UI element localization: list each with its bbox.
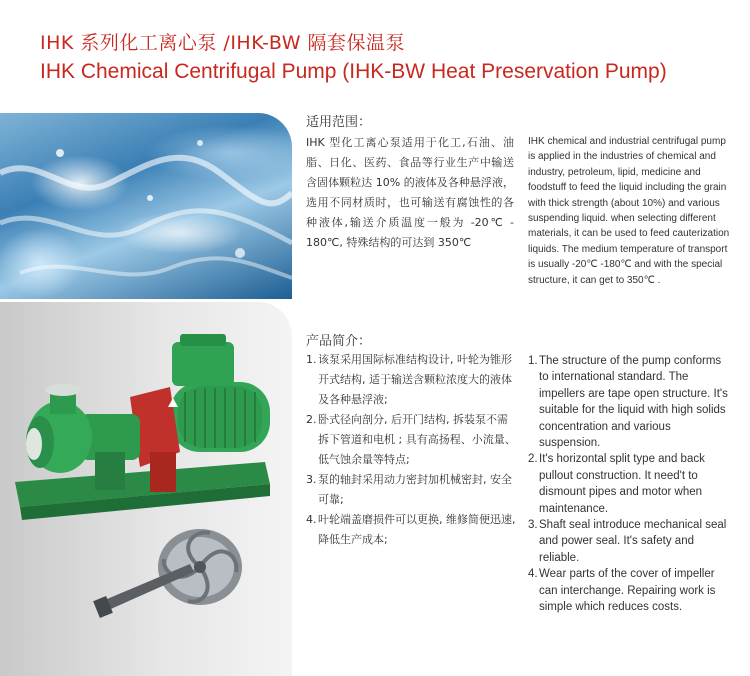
application-text-english: IHK chemical and industrial centrifugal pump is applied in the industries of chemical and industry, petroleum, lipid, medicine and foodstuff to feed the liquid including the grain with thick strength (about 10%) and various suspending liquid. when selecting different materials, it can be used to feed cauterization liquids. The medium temperature of transport is usually -20℃ -180℃ and with the special structure, it can get to 350℃ . — [528, 136, 730, 286]
title-chinese: IHK 系列化工离心泵 /IHK-BW 隔套保温泵 — [40, 32, 406, 54]
features-list-chinese — [306, 350, 518, 550]
pump-product-image — [0, 302, 292, 676]
list-item: 2. It's horizontal split type and back pullout construction. It need't to dismount pipes and motor when maintenance. — [528, 453, 705, 515]
application-heading: 适用范围： — [306, 115, 372, 130]
water-splash-image — [0, 113, 292, 299]
list-item: 4. Wear parts of the cover of impeller can interchange. Repairing work is simple which reduces costs. — [528, 568, 716, 614]
list-item: 1. The structure of the pump conforms to international standard. The impellers are tape open structure. It's suitable for the liquid with high solids concentration and various suspension. — [528, 355, 728, 450]
features-list-english — [528, 353, 733, 616]
list-item: 3. Shaft seal introduce mechanical seal and power seal. It's safety and reliable. — [528, 519, 727, 564]
list-item: 2. 卧式径向剖分, 后开门结构, 拆装泵不需拆下管道和电机 ; 具有高扬程、小流量、低气蚀余量等特点; — [306, 413, 516, 466]
list-item: 3. 泵的轴封采用动力密封加机械密封, 安全可靠; — [306, 473, 512, 506]
features-heading: 产品简介： — [306, 334, 372, 349]
list-item: 4. 叶轮端盖磨损件可以更换, 维修简便迅速, 降低生产成本; — [306, 513, 516, 546]
title-english: IHK Chemical Centrifugal Pump (IHK-BW Heat Preservation Pump) — [40, 60, 667, 83]
application-text-chinese: IHK 型化工离心泵适用于化工,石油、油脂、日化、医药、食品等行业生产中输送含固体颗粒达 10% 的液体及各种悬浮液，选用不同材质时，也可输送有腐蚀性的各种液体,输送介质温度一般为 -20℃ - 180℃, 特殊结构的可达到 350℃ — [306, 136, 514, 249]
list-item: 1. 该泵采用国际标准结构设计, 叶轮为锥形开式结构, 适于输送含颗粒浓度大的液体及各种悬浮液; — [306, 353, 512, 406]
